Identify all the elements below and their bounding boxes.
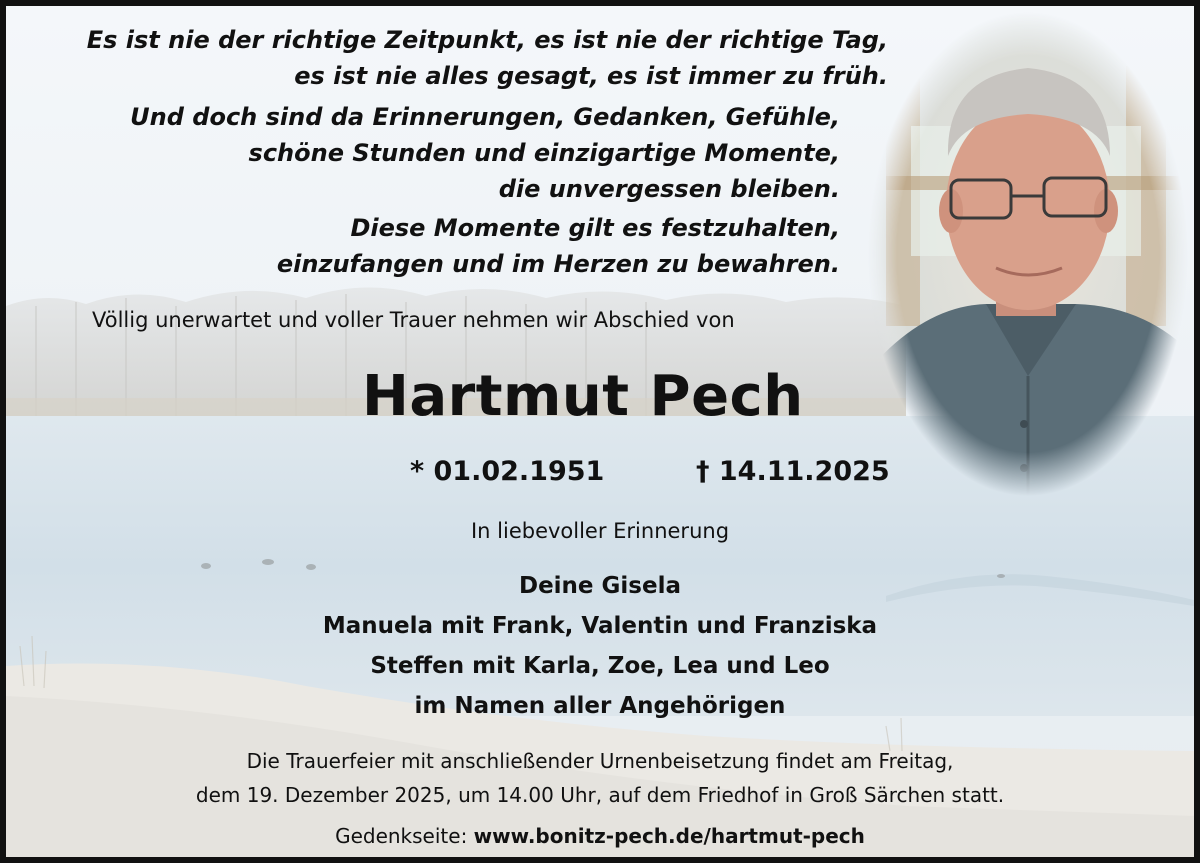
poem-stanza-2 — [130, 99, 840, 207]
family-line: Manuela mit Frank, Valentin und Franziska — [322, 613, 878, 639]
poem-line: Diese Momente gilt es festzuhalten, — [350, 214, 840, 242]
service-notice — [6, 744, 1194, 812]
service-line: Die Trauerfeier mit anschließender Urnenbeisetzung findet am Freitag, — [246, 749, 954, 773]
poem-line: schöne Stunden und einzigartige Momente, — [248, 139, 840, 167]
deceased-name: Hartmut Pech — [362, 364, 804, 429]
memory-line: In liebevoller Erinnerung — [470, 519, 730, 543]
intro-text: Völlig unerwartet und voller Trauer nehmen wir Abschied von — [92, 308, 735, 332]
memorial-page-url[interactable]: www.bonitz-pech.de/hartmut-pech — [473, 824, 865, 848]
poem-line: einzufangen und im Herzen zu bewahren. — [276, 250, 840, 278]
memorial-page — [6, 824, 1194, 848]
memorial-page-label: Gedenkseite: — [335, 824, 468, 848]
portrait-photo — [866, 6, 1194, 506]
family-line: Steffen mit Karla, Zoe, Lea und Leo — [370, 653, 830, 679]
death-date: † 14.11.2025 — [696, 456, 890, 487]
family-list — [6, 566, 1194, 726]
poem-line: Es ist nie der richtige Zeitpunkt, es ist nie der richtige Tag, — [86, 26, 888, 54]
family-line: im Namen aller Angehörigen — [414, 693, 786, 719]
poem-line: Und doch sind da Erinnerungen, Gedanken, Gefühle, — [130, 103, 840, 131]
birth-date: * 01.02.1951 — [410, 456, 605, 487]
poem-stanza-3 — [277, 210, 840, 282]
family-line: Deine Gisela — [518, 573, 681, 599]
poem-line: die unvergessen bleiben. — [498, 175, 840, 203]
poem-stanza-1 — [87, 22, 888, 94]
poem-line: es ist nie alles gesagt, es ist immer zu früh. — [294, 62, 888, 90]
service-line: dem 19. Dezember 2025, um 14.00 Uhr, auf dem Friedhof in Groß Särchen statt. — [195, 783, 1005, 807]
